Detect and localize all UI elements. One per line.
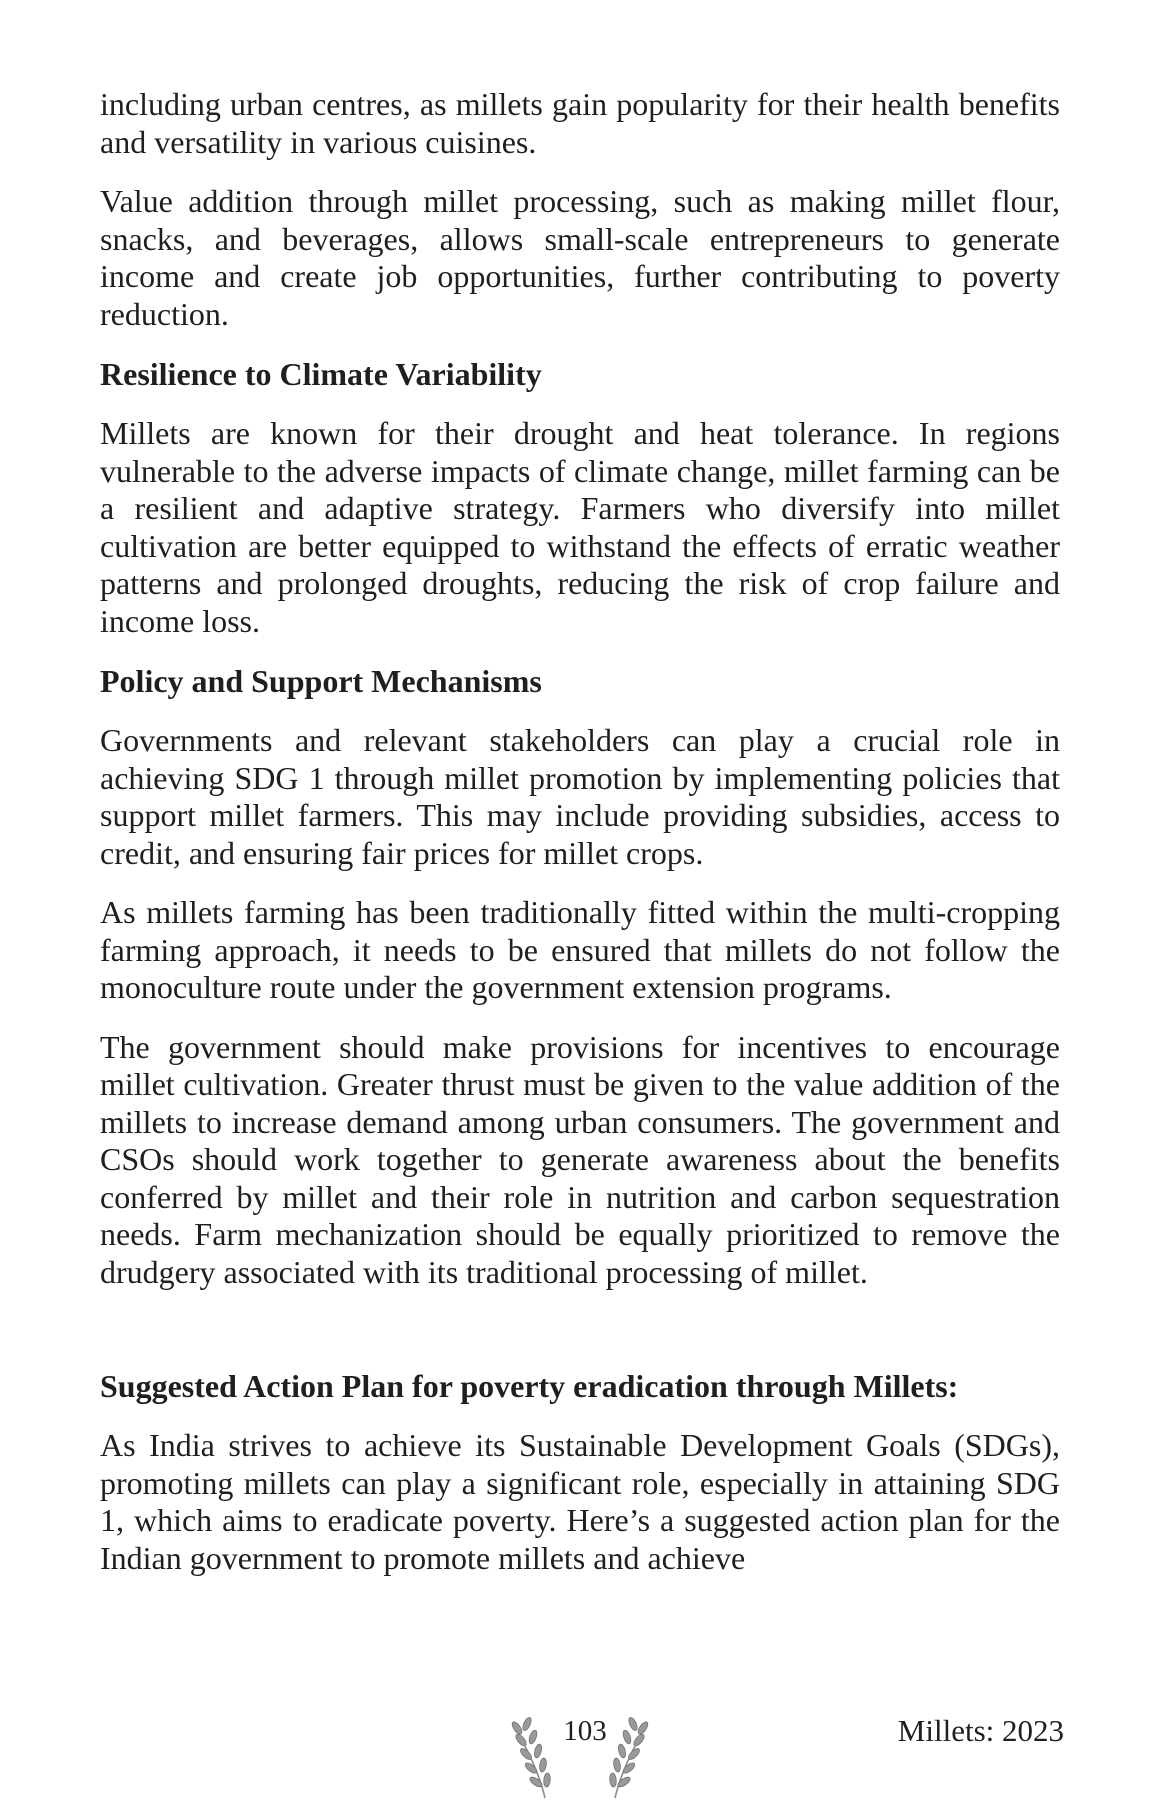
page-number: 103 — [563, 1715, 607, 1747]
running-title: Millets: 2023 — [897, 1713, 1064, 1748]
paragraph-drought-tolerance: Millets are known for their drought and heat tolerance. In regions vulnerable to the adverse impacts of climate change, millet farming can be a resilient and adaptive strategy. Farmers who diversify into millet cultivation are better equipped to withstand the effects of erratic weather patterns and prolonged droughts, reducing the risk of crop failure and income loss. — [100, 415, 1060, 639]
heading-policy-support: Policy and Support Mechanisms — [100, 663, 542, 699]
paragraph-multicropping: As millets farming has been traditionally fitted within the multi-cropping farming approach, it needs to be ensured that millets do not follow the monoculture route under the government extension programs. — [100, 894, 1060, 1005]
heading-climate-resilience: Resilience to Climate Variability — [100, 356, 542, 392]
paragraph-value-addition: Value addition through millet processing, such as making millet flour, snacks, and beverages, allows small-scale entrepreneurs to generate income and create job opportunities, further contributing to poverty reduction. — [100, 183, 1060, 332]
paragraph-incentives: The government should make provisions for incentives to encourage millet cultivation. Greater thrust must be given to the value addition of the millets to increase demand among urban consumers. The government and CSOs should work together to generate awareness about the benefits conferred by millet and their role in nutrition and carbon sequestration needs. Farm mechanization should be equally prioritized to remove the drudgery associated with its traditional processing of millet. — [100, 1028, 1060, 1290]
page-footer — [0, 1700, 1164, 1800]
paragraph-sdg-strive: As India strives to achieve its Sustainable Development Goals (SDGs), promoting millets can play a significant role, especially in attaining SDG 1, which aims to eradicate poverty. Here’s a suggested action plan for the Indian government to promote millets and achieve — [100, 1427, 1060, 1576]
paragraph-urban-centres: including urban centres, as millets gain popularity for their health benefits and versatility in various cuisines. — [100, 86, 1060, 160]
paragraph-governments-role: Governments and relevant stakeholders can play a crucial role in achieving SDG 1 through millet promotion by implementing policies that support millet farmers. This may include providing subsidies, access to credit, and ensuring fair prices for millet crops. — [100, 722, 1060, 871]
heading-action-plan: Suggested Action Plan for poverty eradication through Millets: — [100, 1368, 959, 1404]
page-content — [100, 86, 1060, 1599]
